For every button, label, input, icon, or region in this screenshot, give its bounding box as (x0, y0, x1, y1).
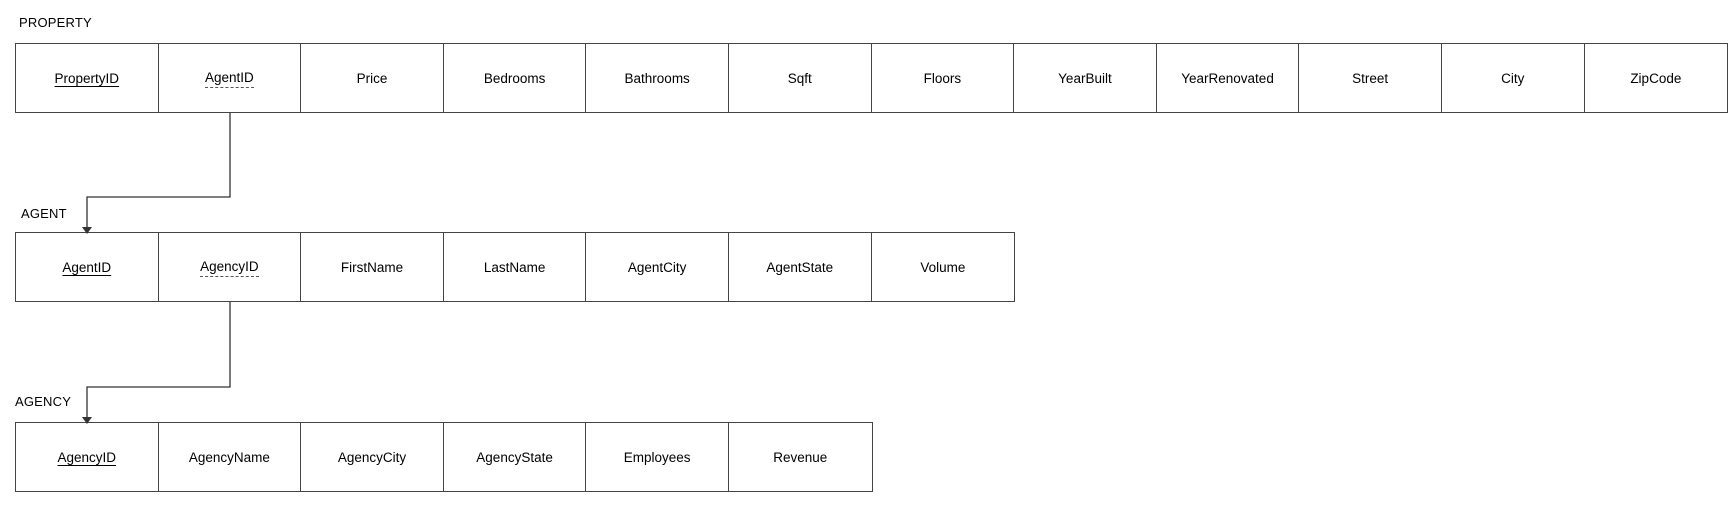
column-label: FirstName (340, 259, 404, 275)
column-label: Employees (623, 449, 691, 465)
column-label: AgencyName (188, 449, 270, 465)
column-label: Volume (920, 259, 966, 275)
foreign-key-label: AgentID (205, 69, 254, 88)
arrowhead-icon (82, 227, 92, 234)
column-label: Street (1352, 70, 1389, 86)
primary-key-label: AgentID (62, 259, 112, 275)
column-label: AgentState (766, 259, 834, 275)
foreign-key-label: AgencyID (200, 258, 259, 277)
column-label: YearRenovated (1181, 70, 1274, 86)
column-label: City (1501, 70, 1525, 86)
column-label: LastName (483, 259, 546, 275)
column-label: AgentCity (627, 259, 687, 275)
arrowhead-icon (82, 417, 92, 424)
column-label: Revenue (773, 449, 828, 465)
column-label: YearBuilt (1058, 70, 1112, 86)
column-label: ZipCode (1630, 70, 1682, 86)
column-label: Bathrooms (624, 70, 690, 86)
primary-key-label: PropertyID (54, 70, 120, 86)
column-label: AgencyState (476, 449, 553, 465)
table-title-agent: AGENT (21, 206, 67, 221)
column-label: Floors (923, 70, 962, 86)
table-title-agency: AGENCY (15, 394, 72, 409)
relationship-property-agent (82, 113, 230, 234)
column-label: Bedrooms (483, 70, 546, 86)
column-label: Price (356, 70, 388, 86)
table-title-property: PROPERTY (19, 15, 92, 30)
column-label: AgencyCity (337, 449, 407, 465)
column-label: Sqft (787, 70, 812, 86)
primary-key-label: AgencyID (57, 449, 117, 465)
relationship-agent-agency (82, 302, 230, 424)
